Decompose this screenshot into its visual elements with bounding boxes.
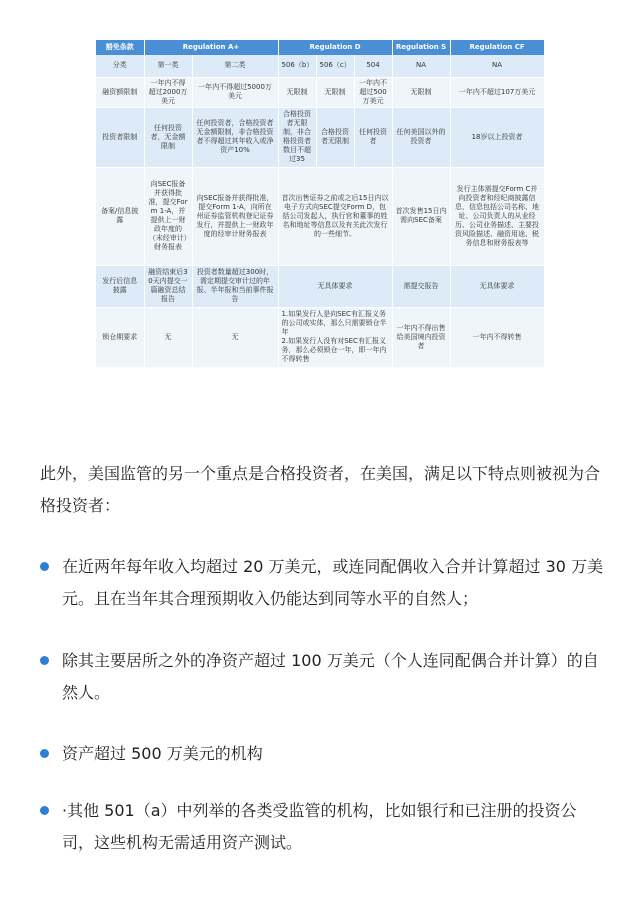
table-cell: 第二类	[192, 55, 278, 77]
table-cell: 投资者数量超过300时，需定期提交审计过的年报、半年报和当前事件报告	[192, 265, 278, 307]
table-cell: NA	[392, 55, 450, 77]
row-label: 投资者限制	[96, 107, 144, 167]
table-cell: 合格投资者无限制	[316, 107, 354, 167]
header-reg-cf: Regulation CF	[450, 40, 544, 55]
table-cell: 无限制	[316, 77, 354, 107]
table-cell: NA	[450, 55, 544, 77]
row-label: 发行后信息披露	[96, 265, 144, 307]
table-cell: 合格投资者无限制，非合格投资者数目不超过35	[278, 107, 316, 167]
table-cell: 首次发售15日内需向SEC备案	[392, 167, 450, 265]
bullet-dot-icon	[40, 749, 49, 758]
header-reg-s: Regulation S	[392, 40, 450, 55]
bullet-dot-icon	[40, 562, 49, 571]
list-item-text: 在近两年每年收入均超过 20 万美元，或连同配偶收入合并计算超过 30 万美元。且在当年其合理预期收入仍能达到同等水平的自然人；	[62, 557, 604, 608]
regulation-table	[96, 40, 545, 368]
list-item-text: 除其主要居所之外的净资产超过 100 万美元（个人连同配偶合并计算）的自然人。	[62, 651, 599, 702]
table-cell: 首次出售证券之前或之后15日内以电子方式向SEC提交Form D，包括公司发起人，执行官和董事的姓名和地址等信息以及有关此次发行的一些细节。	[278, 167, 392, 265]
table-cell: 18岁以上投资者	[450, 107, 544, 167]
table-cell: 无具体要求	[450, 265, 544, 307]
table-cell: 任何投资者	[354, 107, 392, 167]
table-row	[96, 107, 544, 167]
table-row	[96, 307, 544, 367]
table-cell: 一年内不得转售	[450, 307, 544, 367]
list-item-text: 资产超过 500 万美元的机构	[62, 744, 263, 763]
row-label: 融资额限制	[96, 77, 144, 107]
table-cell: 向SEC报备并获得批准，提交Form 1-A，并提供上一财政年度的（未经审计）财务报表	[144, 167, 192, 265]
table-cell: 无	[144, 307, 192, 367]
bullet-dot-icon	[40, 656, 49, 665]
list-item	[40, 645, 606, 709]
table-cell: 506（b）	[278, 55, 316, 77]
table-header-row	[96, 40, 544, 55]
table-cell: 一年内不得超过2000万美元	[144, 77, 192, 107]
header-exemption: 豁免条款	[96, 40, 144, 55]
table-cell: 一年内不超过500万美元	[354, 77, 392, 107]
table-cell: 一年内不得超过5000万美元	[192, 77, 278, 107]
table-cell: 504	[354, 55, 392, 77]
table-cell: 融资结束后30天内提交一篇融资总结报告	[144, 265, 192, 307]
table-cell: 无	[192, 307, 278, 367]
table-row	[96, 55, 544, 77]
table-cell: 向SEC报备并获得批准，提交Form 1-A，向所在州证券监管机构登记证券发行，并提供上一财政年度的经审计财务报表	[192, 167, 278, 265]
row-label: 备案/信息披露	[96, 167, 144, 265]
table-cell: 发行主体需提交Form C并向投资者和经纪商披露信息，信息包括公司名称、地址、公司负责人的从业经历、公司业务描述、主要投资风险描述、融资用途、税务信息和财务报表等	[450, 167, 544, 265]
header-reg-d: Regulation D	[278, 40, 392, 55]
row-label: 锁仓期要求	[96, 307, 144, 367]
table-cell: 一年内不得出售给美国境内投资者	[392, 307, 450, 367]
table-cell: 无具体要求	[278, 265, 392, 307]
header-reg-a: Regulation A+	[144, 40, 278, 55]
table-cell: 需提交报告	[392, 265, 450, 307]
row-label: 分类	[96, 55, 144, 77]
table-cell: 任何投资者，无金额限制	[144, 107, 192, 167]
table-cell: 第一类	[144, 55, 192, 77]
table-cell: 任何投资者，合格投资者无金额限制，非合格投资者不得超过其年收入或净资产10%	[192, 107, 278, 167]
intro-paragraph: 此外，美国监管的另一个重点是合格投资者，在美国，满足以下特点则被视为合格投资者：	[40, 464, 601, 515]
table-cell: 506（c）	[316, 55, 354, 77]
table-row	[96, 167, 544, 265]
list-item	[40, 795, 606, 859]
bullet-dot-icon	[40, 806, 49, 815]
table-cell: 一年内不超过107万美元	[450, 77, 544, 107]
table-row	[96, 77, 544, 107]
table-cell: 1.如果发行人是向SEC有汇报义务的公司或实体，那么只需要锁仓半年 2.如果发行人没有对SEC有汇报义务，那么必须锁仓一年，即一年内不得转售	[278, 307, 392, 367]
table-cell: 无限制	[392, 77, 450, 107]
regulation-table-image	[96, 40, 544, 368]
list-item	[40, 551, 606, 615]
list-item-text: ·其他 501（a）中列举的各类受监管的机构，比如银行和已注册的投资公司，这些机构无需适用资产测试。	[62, 801, 577, 852]
list-item	[40, 738, 606, 770]
table-row	[96, 265, 544, 307]
table-cell: 任何美国以外的投资者	[392, 107, 450, 167]
table-cell: 无限制	[278, 77, 316, 107]
